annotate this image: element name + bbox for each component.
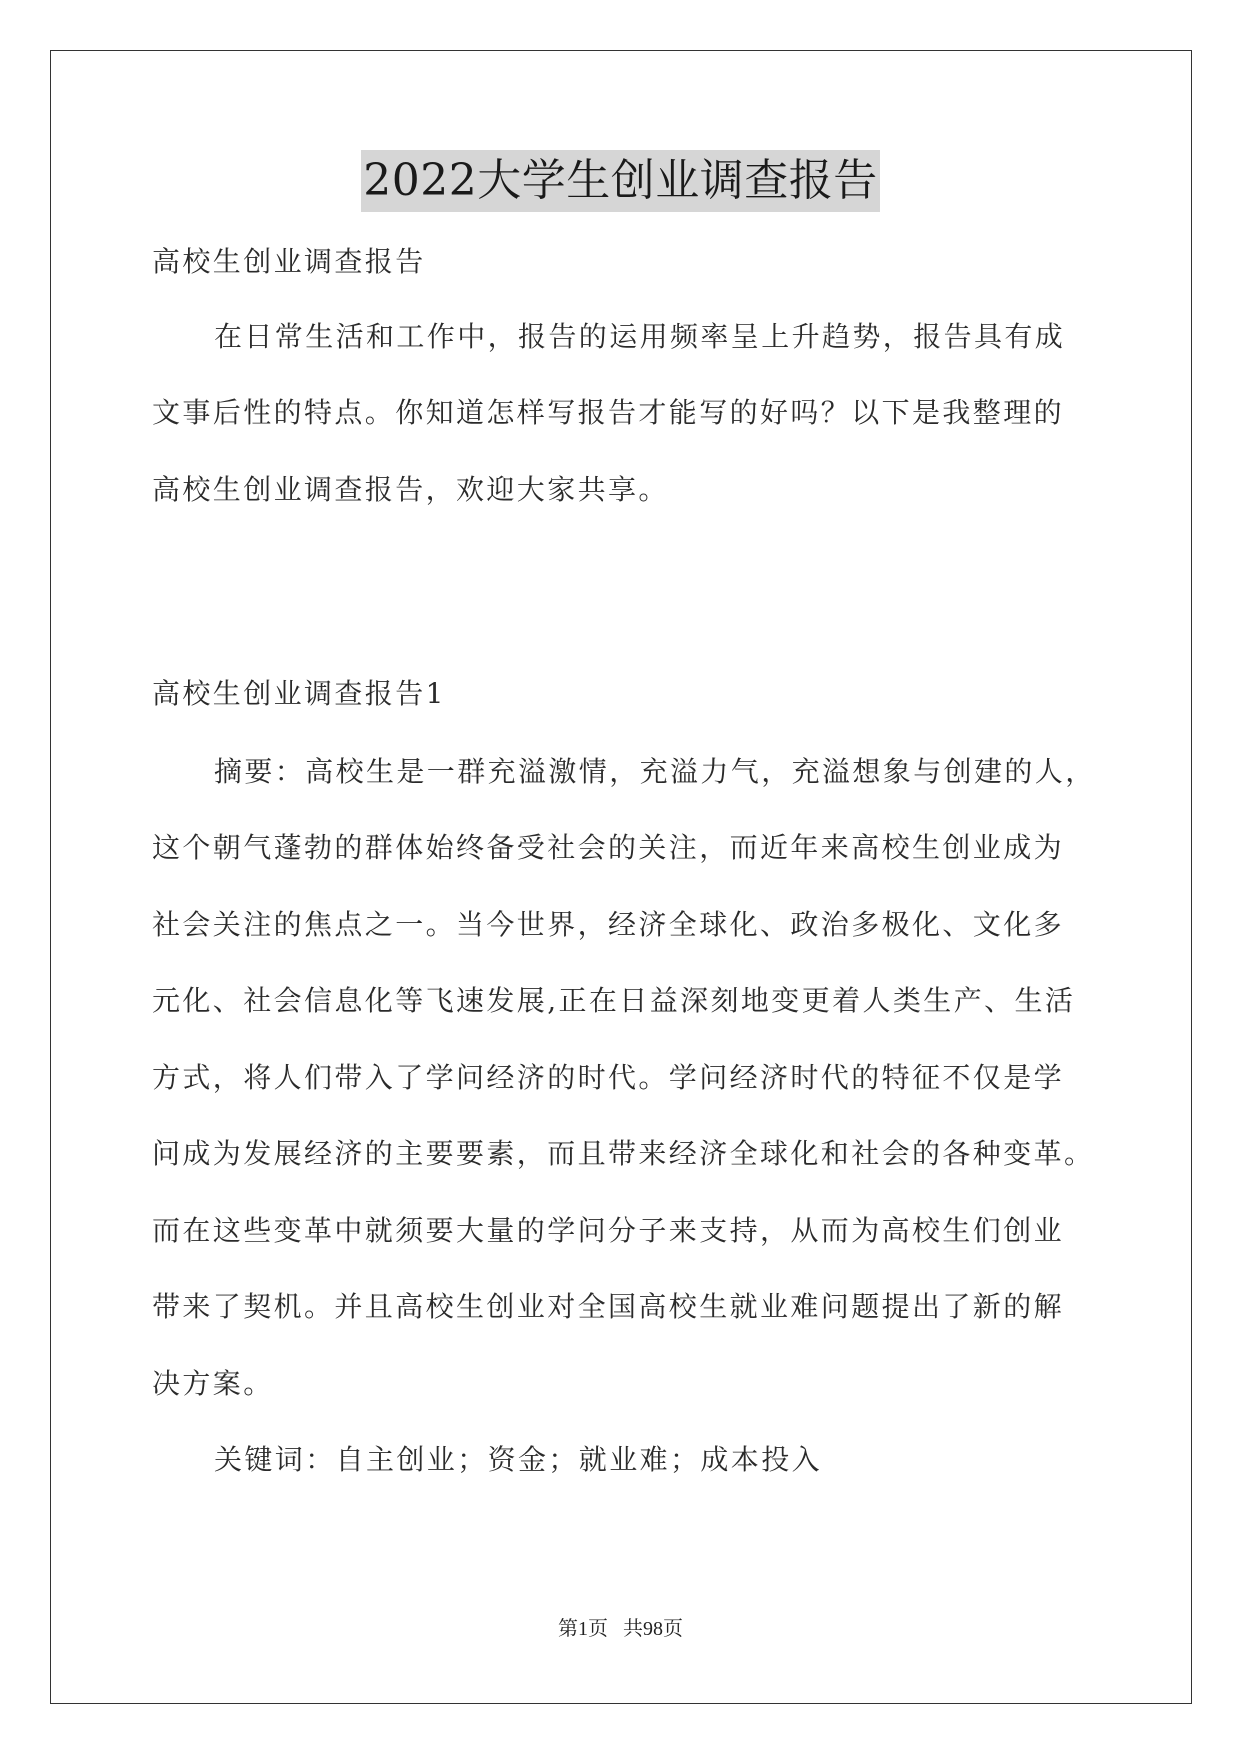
- abstract-line-3: 社会关注的焦点之一。当今世界，经济全球化、政治多极化、文化多: [152, 908, 1065, 941]
- document-title: 2022大学生创业调查报告: [361, 150, 879, 212]
- abstract-line-2: 这个朝气蓬勃的群体始终备受社会的关注，而近年来高校生创业成为: [152, 831, 1065, 864]
- abstract-line-8: 带来了契机。并且高校生创业对全国高校生就业难问题提出了新的解: [152, 1290, 1065, 1323]
- abstract-line-7: 而在这些变革中就须要大量的学问分子来支持，从而为高校生们创业: [152, 1214, 1065, 1247]
- title-container: [0, 150, 1241, 212]
- intro-line-3: 高校生创业调查报告，欢迎大家共享。: [152, 473, 669, 506]
- abstract-line-6: 问成为发展经济的主要要素，而且带来经济全球化和社会的各种变革。: [152, 1137, 1095, 1170]
- abstract-line-9: 决方案。: [152, 1367, 274, 1400]
- keywords-line: 关键词：自主创业；资金；就业难；成本投入: [214, 1443, 823, 1476]
- intro-line-1: 在日常生活和工作中，报告的运用频率呈上升趋势，报告具有成: [214, 320, 1066, 353]
- abstract-line-1: 摘要：高校生是一群充溢激情，充溢力气，充溢想象与创建的人，: [214, 755, 1096, 788]
- intro-line-2: 文事后性的特点。你知道怎样写报告才能写的好吗？以下是我整理的: [152, 396, 1065, 429]
- page-number: 第1页 共98页: [558, 1618, 683, 1640]
- section-heading: 高校生创业调查报告1: [152, 677, 446, 710]
- abstract-line-4: 元化、社会信息化等飞速发展,正在日益深刻地变更着人类生产、生活: [152, 984, 1076, 1017]
- subtitle-line: 高校生创业调查报告: [152, 245, 426, 278]
- abstract-line-5: 方式，将人们带入了学问经济的时代。学问经济时代的特征不仅是学: [152, 1061, 1065, 1094]
